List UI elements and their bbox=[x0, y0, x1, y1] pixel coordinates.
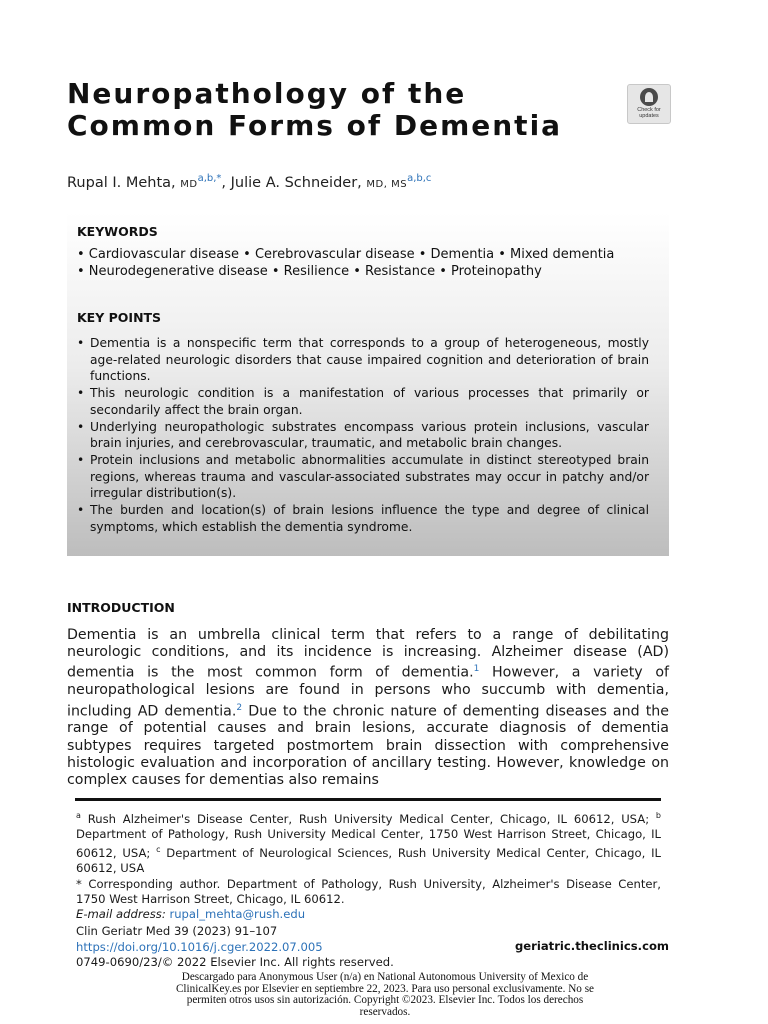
author-list bbox=[67, 173, 431, 191]
intro-text-3: Due to the chronic nature of dementing diseases and the range of potential causes and brain lesions, accurate diagnosis of dementia subtypes requires targeted postmortem brain dissection with comprehensive histologic evaluation and incorporation of ancillary testing. However, knowledge on complex causes for dementias also remains bbox=[67, 703, 669, 789]
download-notice-line-4: reservados. bbox=[359, 1005, 411, 1018]
author-1-degree: MD bbox=[180, 178, 198, 190]
footnotes bbox=[76, 808, 661, 922]
email-line bbox=[76, 907, 661, 922]
keywords-line-1: • Cardiovascular disease • Cerebrovascular disease • Dementia • Mixed dementia bbox=[77, 247, 615, 262]
copyright-line: 0749-0690/23/© 2022 Elsevier Inc. All rights reserved. bbox=[76, 955, 394, 969]
affiliation-c: Department of Neurological Sciences, Rush University Medical Center, Chicago, IL 60612, USA bbox=[76, 846, 661, 876]
check-for-updates-icon bbox=[640, 88, 658, 106]
key-points-heading: KEY POINTS bbox=[77, 310, 162, 325]
check-for-updates-badge[interactable] bbox=[627, 84, 671, 124]
reference-link-1[interactable]: 1 bbox=[473, 664, 480, 675]
key-points-list bbox=[77, 335, 649, 536]
badge-text-line-1: Check for bbox=[637, 107, 661, 113]
journal-citation: Clin Geriatr Med 39 (2023) 91–107 bbox=[76, 924, 278, 938]
author-2-degree: MD, MS bbox=[366, 178, 408, 190]
intro-text-1: Dementia is an umbrella clinical term that refers to a range of debilitating neurologic conditions, and its incidence is increasing. Alzheimer disease (AD) dementia is the most common form of dementia. bbox=[67, 627, 669, 682]
author-1-name: Rupal I. Mehta, bbox=[67, 174, 176, 191]
title-line-1: Neuropathology of the bbox=[67, 77, 467, 110]
keywords-keypoints-box bbox=[67, 212, 669, 556]
affiliation-a: Rush Alzheimer's Disease Center, Rush University Medical Center, Chicago, IL 60612, USA; bbox=[80, 811, 656, 826]
intro-text-2: However, a variety of neuropathological lesions are found in persons who succumb with dementia, including AD dementia. bbox=[67, 665, 669, 720]
email-label: E-mail address: bbox=[76, 906, 166, 921]
keywords-heading: KEYWORDS bbox=[77, 224, 158, 239]
author-separator: , bbox=[221, 174, 231, 191]
author-2-name: Julie A. Schneider, bbox=[230, 174, 362, 191]
corresponding-author: * Corresponding author. Department of Pathology, Rush University, Alzheimer's Disease Center, 1750 West Harrison Street, Chicago, IL 60612. bbox=[76, 876, 661, 906]
key-point-item: • The burden and location(s) of brain lesions influence the type and degree of clinical symptoms, which establish the dementia syndrome. bbox=[77, 502, 649, 535]
doi-link[interactable]: https://doi.org/10.1016/j.cger.2022.07.005 bbox=[76, 939, 323, 954]
introduction-paragraph bbox=[67, 627, 669, 789]
footnote-divider bbox=[75, 798, 661, 801]
key-point-item: • Dementia is a nonspecific term that corresponds to a group of heterogeneous, mostly age-related neurologic disorders that cause impaired cognition and deterioration of brain functions. bbox=[77, 335, 649, 385]
key-point-item: • Protein inclusions and metabolic abnormalities accumulate in distinct stereotyped brain regions, whereas trauma and vascular-associated substrates may occur in patchy and/or irregular distribution(s). bbox=[77, 452, 649, 502]
key-point-item: • This neurologic condition is a manifestation of various processes that primarily or secondarily affect the brain organ. bbox=[77, 385, 649, 418]
download-notice bbox=[140, 972, 630, 1018]
article-title bbox=[67, 78, 607, 142]
author-2-affiliations[interactable]: a,b,c bbox=[407, 173, 432, 184]
download-notice-line-3: permiten otros usos sin autorización. Copyright ©2023. Elsevier Inc. Todos los derechos bbox=[186, 994, 584, 1007]
introduction-heading: INTRODUCTION bbox=[67, 600, 175, 615]
affil-marker-b: b bbox=[655, 811, 661, 820]
affiliation-b: Department of Pathology, Rush University Medical Center, 1750 West Harrison Street, Chicago, IL 60612, USA; bbox=[76, 827, 661, 861]
keywords-line-2: • Neurodegenerative disease • Resilience • Resistance • Proteinopathy bbox=[77, 264, 542, 279]
journal-info bbox=[76, 924, 394, 971]
key-point-item: • Underlying neuropathologic substrates encompass various protein inclusions, vascular brain injuries, and cerebrovascular, traumatic, and metabolic brain changes. bbox=[77, 419, 649, 452]
affiliations bbox=[76, 808, 661, 877]
email-link[interactable]: rupal_mehta@rush.edu bbox=[169, 906, 306, 921]
badge-text-line-2: updates bbox=[639, 113, 659, 119]
download-notice-line-1: Descargado para Anonymous User (n/a) en National Autonomous University of Mexico de bbox=[181, 971, 589, 983]
download-notice-line-2: ClinicalKey.es por Elsevier en septiembre 22, 2023. Para uso personal exclusivamente. No se bbox=[175, 982, 595, 995]
author-1-affiliations[interactable]: a,b,* bbox=[197, 173, 222, 184]
affil-marker-a: a bbox=[76, 811, 81, 820]
affil-marker-c: c bbox=[156, 845, 161, 855]
reference-link-2[interactable]: 2 bbox=[236, 702, 243, 713]
title-line-2: Common Forms of Dementia bbox=[67, 109, 563, 142]
journal-website: geriatric.theclinics.com bbox=[515, 939, 669, 953]
